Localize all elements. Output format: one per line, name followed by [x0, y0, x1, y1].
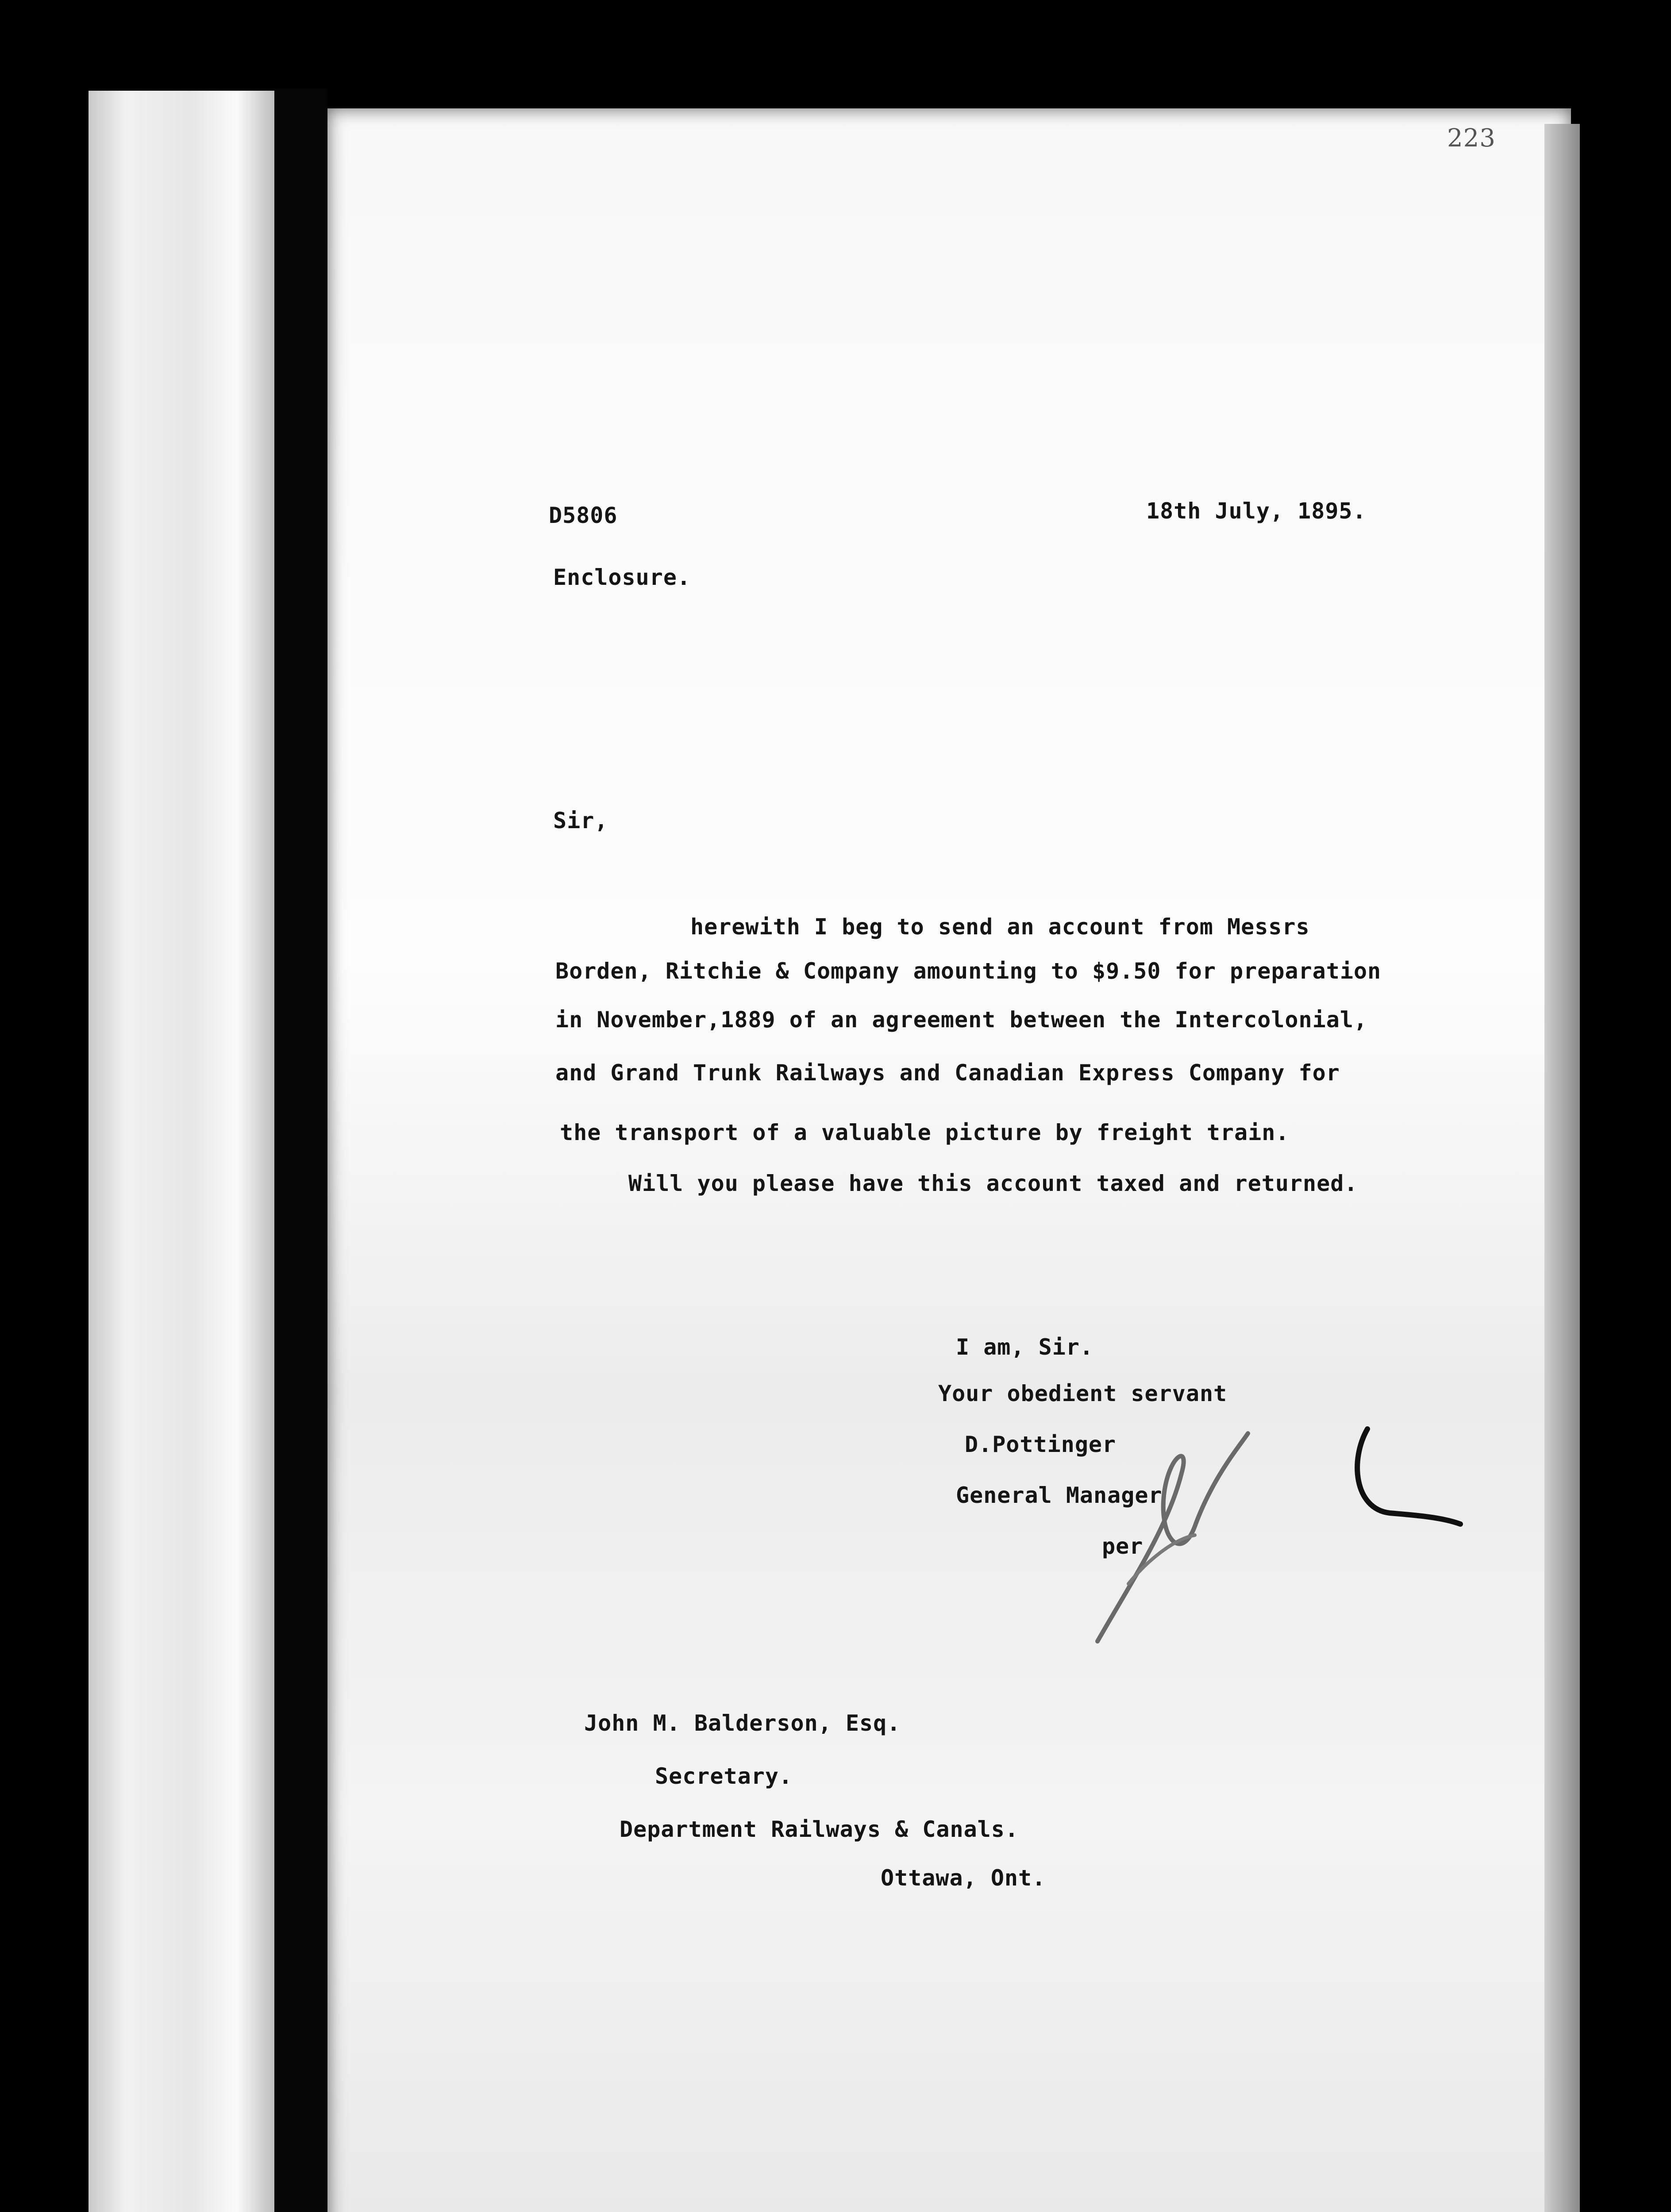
reference-number: D5806: [549, 503, 618, 528]
enclosure-note: Enclosure.: [553, 565, 691, 590]
body-line: and Grand Trunk Railways and Canadian Express Company for: [555, 1060, 1340, 1086]
addressee-line: Secretary.: [655, 1763, 793, 1789]
body-line: herewith I beg to send an account from Messrs: [690, 914, 1310, 940]
letter-date: 18th July, 1895.: [1146, 498, 1367, 524]
closing-line: Your obedient servant: [938, 1381, 1228, 1406]
body-line: Will you please have this account taxed and returned.: [628, 1171, 1358, 1196]
binding-strip: [89, 91, 274, 2212]
closing-line: per: [1102, 1533, 1144, 1559]
letter-page: [327, 108, 1571, 2212]
salutation: Sir,: [553, 808, 608, 833]
body-line: the transport of a valuable picture by freight train.: [560, 1120, 1290, 1145]
closing-line: I am, Sir.: [956, 1334, 1094, 1360]
margin-bracket-mark: [1350, 1420, 1465, 1531]
addressee-line: Ottawa, Ont.: [881, 1865, 1046, 1891]
binding-gutter: [274, 88, 327, 2212]
body-line: in November,1889 of an agreement between the Intercolonial,: [555, 1007, 1368, 1033]
closing-line: D.Pottinger: [965, 1432, 1117, 1457]
closing-line: General Manager: [956, 1482, 1163, 1508]
page-edge: [1544, 124, 1580, 2212]
folio-number: 223: [1447, 124, 1496, 153]
addressee-line: John M. Balderson, Esq.: [584, 1710, 901, 1736]
signature-initials: [1080, 1394, 1266, 1668]
addressee-line: Department Railways & Canals.: [620, 1816, 1019, 1842]
body-line: Borden, Ritchie & Company amounting to $9.50 for preparation: [555, 958, 1382, 984]
